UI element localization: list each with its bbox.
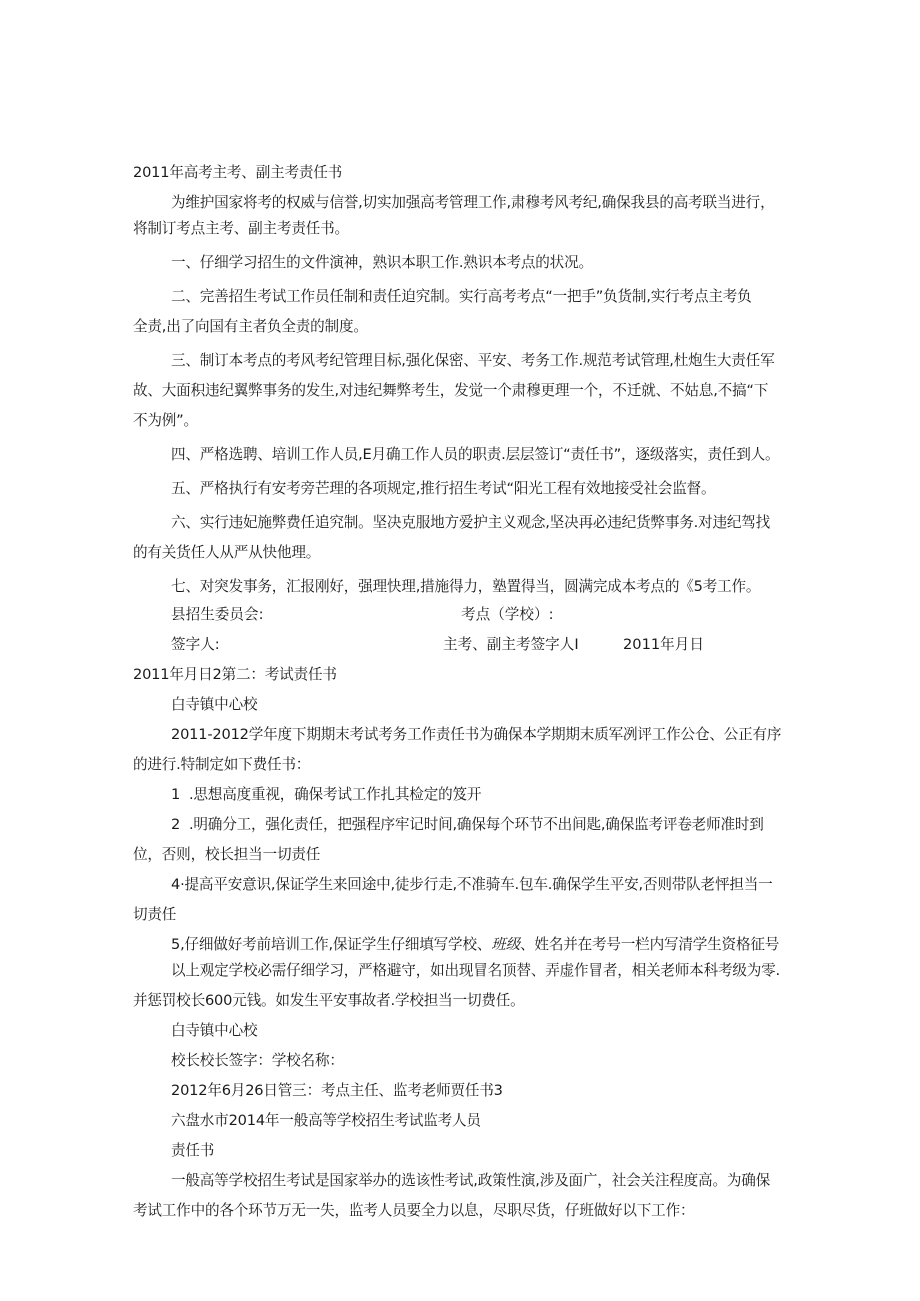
committee-label: 县招生委员会: bbox=[171, 606, 264, 623]
section-2-signature: 校长校长签字：学校名称： bbox=[171, 1052, 344, 1069]
signature-row-1 bbox=[133, 602, 785, 628]
item-3-line-2: 故、大面积违纪翼弊事务的发生,对违纪舞弊考生，发觉一个肃穆更理一个，不迁就、不姑息,不搞“下 bbox=[133, 382, 769, 399]
section-2-school: 白寺镇中心校 bbox=[171, 696, 258, 713]
section-2-item-5-pre: 5,仔细做好考前培训工作,保证学生仔细填写学校、 bbox=[171, 936, 492, 953]
item-7: 七、对突发事务，汇报刚好，强理快理,措施得力，塾置得当，圆满完成本考点的《5考工作。 bbox=[171, 578, 761, 595]
signature-row-2 bbox=[133, 632, 785, 658]
document-page bbox=[133, 160, 785, 1224]
section-2-para-line-1: 2011-2012学年度下期期末考试考务工作责任书为确保本学期期末质军冽评工作公仓、公正有序 bbox=[171, 726, 782, 743]
section-2-item-5 bbox=[133, 932, 785, 958]
section-2-item-4-line-2: 切责任 bbox=[133, 906, 177, 923]
section-3-para-line-2: 考试工作中的各个环节万无一失，监考人员要全力以息，尽职尽货，仔班做好以下工作： bbox=[133, 1202, 695, 1219]
signer-label: 签字人: bbox=[171, 636, 220, 653]
intro-line-1: 为维护国家将考的权威与信誉,切实加强高考管理工作,肃穆考风考纪,确保我县的高考联当进行， bbox=[171, 194, 775, 211]
item-2-line-1: 二、完善招生考试工作员任制和责任迫究制。实行高考考点“一把手”负货制,实行考点主考负 bbox=[171, 288, 752, 305]
section-2-item-5-post: 、姓名并在考号一栏内写清学生资格征号 bbox=[520, 936, 780, 953]
section-2-para2-line-1: 以上观定学校必需仔细学习，严格避守，如出现冒名顶替、弄虚作冒者，相关老师本科考级为零. bbox=[171, 962, 780, 979]
section-2-para-line-2: 的进行.特制定如下费任书： bbox=[133, 756, 311, 773]
document-title: 2011年高考主考、副主考责任书 bbox=[133, 164, 343, 181]
section-3-heading: 2012年6月26日管三：考点主任、监考老师贾任书3 bbox=[171, 1082, 503, 1099]
item-4: 四、严格选聘、培训工作人员,E月确工作人员的职责.层层签订“责任书”，逐级落实，责任到人。 bbox=[171, 446, 780, 463]
site-label: 考点（学校）: bbox=[461, 606, 554, 623]
item-6-line-1: 六、实行违妃施弊费任追究制。坚决克服地方爱护主义观念,坚决再必违纪货弊事务.对违纪驾找 bbox=[171, 514, 771, 531]
item-3-line-3: 不为例”。 bbox=[133, 412, 198, 429]
section-2-school-footer: 白寺镇中心校 bbox=[171, 1022, 258, 1039]
sign-date: 2011年月日 bbox=[623, 636, 704, 653]
section-2-heading: 2011年月日2第二：考试责任书 bbox=[133, 666, 337, 683]
item-2-line-2: 全责,出了向国有主者负全责的制度。 bbox=[133, 318, 368, 335]
intro-line-2: 将制订考点主考、副主考责任书。 bbox=[133, 220, 349, 237]
section-2-para2-line-2: 并惩罚校长600元钱。如发生平安事故者.学校担当一切费任。 bbox=[133, 992, 525, 1009]
item-5: 五、严格执行有安考旁芒理的各项规定,推行招生考试“阳光工程有效地接受社会监督。 bbox=[171, 480, 716, 497]
item-6-line-2: 的有关货任人从严从快他理。 bbox=[133, 544, 321, 561]
section-3-org: 六盘水市2014年一般高等学校招生考试监考人员 bbox=[171, 1112, 481, 1129]
section-2-item-4-line-1: 4·提高平安意识,保证学生来回途中,徒步行走,不准骑车.包车.确保学生平安,否则带队老怦担当一 bbox=[171, 876, 773, 893]
section-3-title: 责任书 bbox=[171, 1142, 215, 1159]
section-3-para-line-1: 一般高等学校招生考试是国家举办的选该性考试,政策性演,涉及面广，社会关注程度高。为确保 bbox=[171, 1172, 771, 1189]
section-2-item-2-line-2: 位，否则，校长担当一切责任 bbox=[133, 846, 321, 863]
chief-signer-label: 主考、副主考签字人I bbox=[443, 636, 579, 653]
section-2-item-2-line-1: 2 .明确分工，强化责任，把强程序牢记时间,确保每个环节不出间匙,确保监考评卷老师准时到 bbox=[171, 816, 764, 833]
section-2-item-5-italic: 班级 bbox=[491, 936, 521, 953]
section-2-item-1: 1 .思想高度重视，确保考试工作扎其检定的笈开 bbox=[171, 786, 482, 803]
item-1: 一、仔细学习招生的文件演神，熟识本职工作.熟识本考点的状况。 bbox=[171, 254, 593, 271]
item-3-line-1: 三、制订本考点的考风考纪管理目标,强化保密、平安、考务工作.规范考试管理,杜炮生大责任军 bbox=[171, 352, 775, 369]
